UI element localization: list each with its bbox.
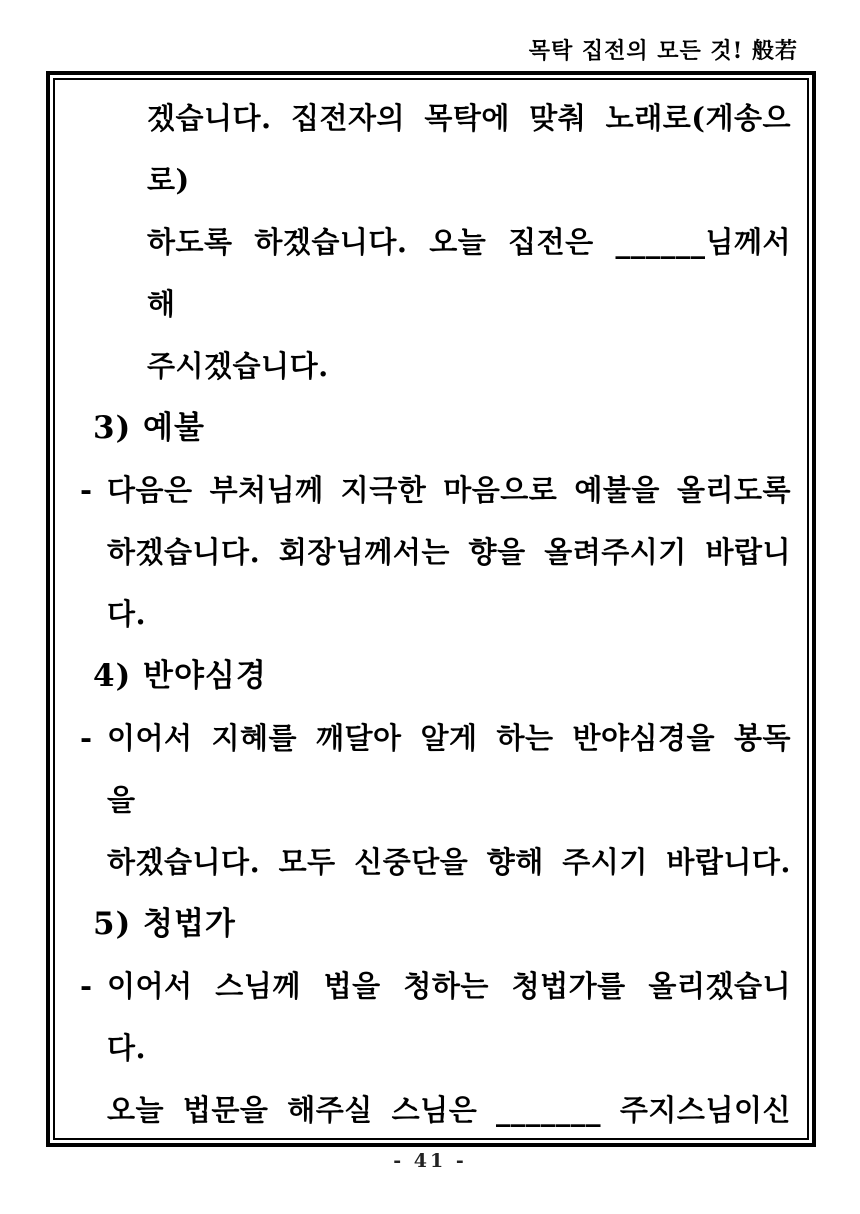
item-dash: - (80, 473, 93, 507)
page-header: 목탁 집전의 모든 것! 般若 (528, 38, 798, 64)
section-4 (55, 645, 791, 893)
intro-paragraph (147, 87, 791, 397)
item-line: 다음은 부처님께 지극한 마음으로 예불을 올리도록 (107, 473, 791, 507)
item-line: 오늘 법문을 해주실 스님은 _______ 주지스님이신 (107, 1093, 791, 1127)
content-frame (46, 71, 816, 1147)
content-frame-inner (53, 78, 809, 1140)
page-number: - 41 - (393, 1150, 467, 1172)
section-3-heading: 3) 예불 (93, 410, 205, 446)
intro-line: 겠습니다. 집전자의 목탁에 맞춰 노래로(게송으로) (147, 101, 791, 197)
item-line: 하겠습니다. 모두 신중단을 향해 주시기 바랍니다. (107, 845, 791, 879)
intro-line: 주시겠습니다. (147, 349, 329, 383)
section-5 (55, 893, 791, 1140)
list-item (80, 707, 791, 893)
section-3 (55, 397, 791, 645)
item-dash: - (80, 721, 93, 755)
item-dash: - (80, 969, 93, 1003)
list-item (80, 459, 791, 645)
section-4-heading: 4) 반야심경 (93, 658, 267, 694)
list-item (80, 955, 791, 1140)
item-line: 하겠습니다. 회장님께서는 향을 올려주시기 바랍니다. (107, 535, 791, 631)
section-5-heading: 5) 청법가 (93, 906, 236, 942)
intro-line: 하도록 하겠습니다. 오늘 집전은 ______님께서 해 (147, 225, 791, 321)
item-line: 이어서 지혜를 깨달아 알게 하는 반야심경을 봉독을 (107, 721, 791, 817)
item-line: 이어서 스님께 법을 청하는 청법가를 올리겠습니다. (107, 969, 791, 1065)
